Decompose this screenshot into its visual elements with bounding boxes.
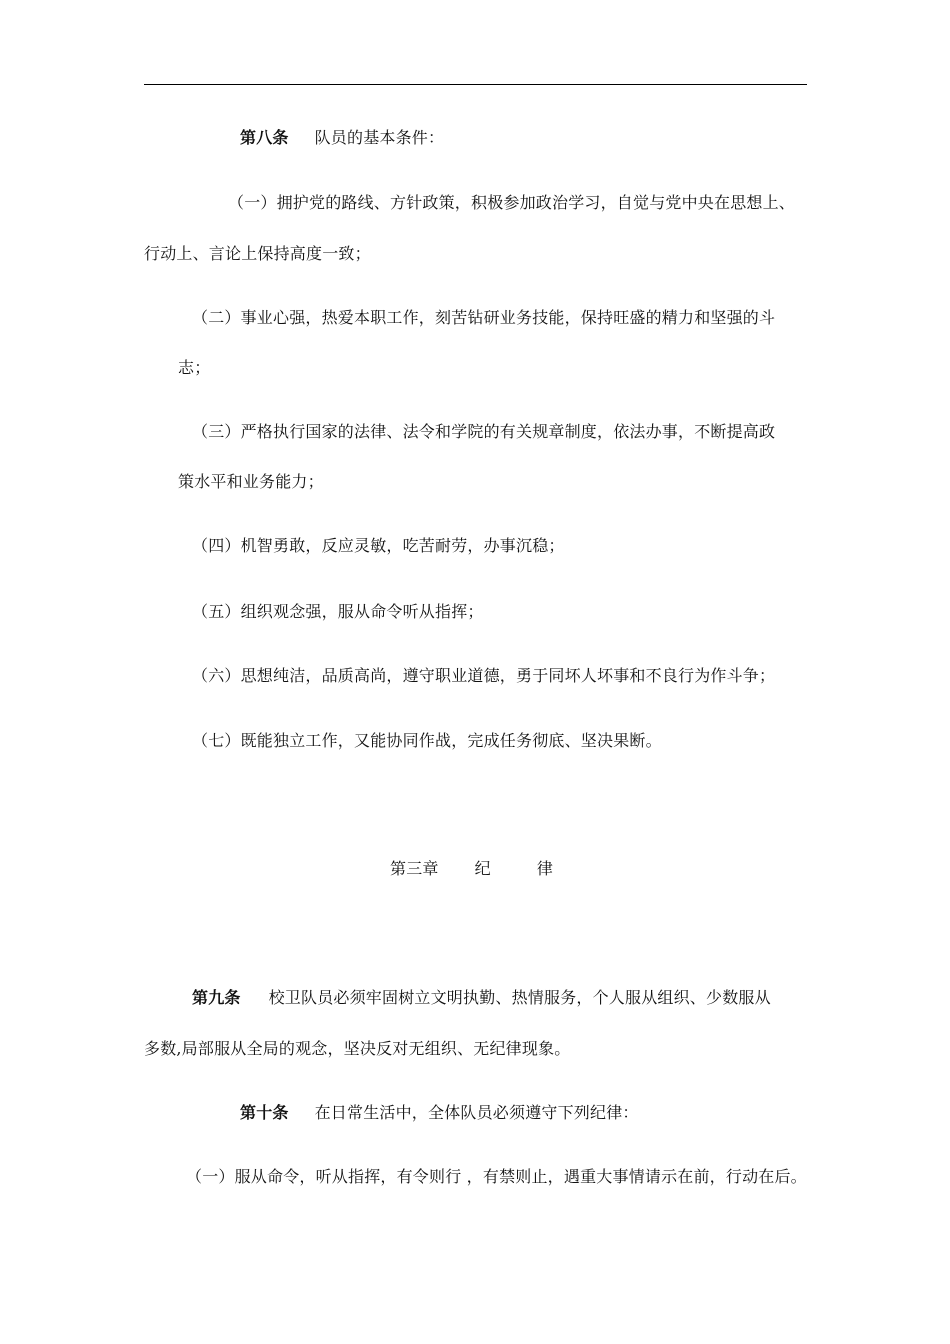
article-8-item-6: （六）思想纯洁，品质高尚，遵守职业道德，勇于同坏人坏事和不良行为作斗争；	[192, 666, 776, 685]
chapter-3-heading	[390, 859, 553, 879]
article-10-heading	[240, 1103, 639, 1123]
article-9-line-2: 多数,局部服从全局的观念，坚决反对无组织、无纪律现象。	[144, 1039, 571, 1058]
article-10-item-1: （一）服从命令，听从指挥，有令则行 ，有禁则止，遇重大事情请示在前，行动在后。	[186, 1167, 807, 1186]
article-8-item-3-line-2: 策水平和业务能力；	[178, 472, 324, 491]
article-8-item-7: （七）既能独立工作，又能协同作战，完成任务彻底、坚决果断。	[192, 731, 662, 750]
article-8-item-2-line-1: （二）事业心强，热爱本职工作，刻苦钻研业务技能，保持旺盛的精力和坚强的斗	[192, 308, 776, 327]
article-8-item-4: （四）机智勇敢，反应灵敏，吃苦耐劳，办事沉稳；	[192, 536, 565, 555]
article-8-title: 队员的基本条件：	[314, 128, 445, 147]
article-9-line-1	[192, 988, 771, 1008]
article-8-item-1-line-2: 行动上、言论上保持高度一致；	[144, 244, 371, 263]
chapter-3-number: 第三章	[390, 859, 439, 878]
header-rule	[144, 84, 807, 85]
article-9-label: 第九条	[192, 988, 241, 1007]
article-8-item-5: （五）组织观念强，服从命令听从指挥；	[192, 602, 484, 621]
article-8-item-2-line-2: 志；	[178, 358, 211, 377]
article-9-text: 校卫队员必须牢固树立文明执勤、热情服务，个人服从组织、少数服从	[268, 988, 771, 1007]
article-8-label: 第八条	[240, 128, 289, 147]
article-8-item-3-line-1: （三）严格执行国家的法律、法令和学院的有关规章制度，依法办事，不断提高政	[192, 422, 776, 441]
chapter-3-char-2: 律	[536, 859, 554, 878]
article-8-heading	[240, 128, 444, 148]
article-10-label: 第十条	[240, 1103, 289, 1122]
article-8-item-1-line-1: （一）拥护党的路线、方针政策，积极参加政治学习，自觉与党中央在思想上、	[228, 193, 796, 212]
article-10-title: 在日常生活中，全体队员必须遵守下列纪律：	[314, 1103, 639, 1122]
chapter-3-char-1: 纪	[474, 859, 491, 878]
